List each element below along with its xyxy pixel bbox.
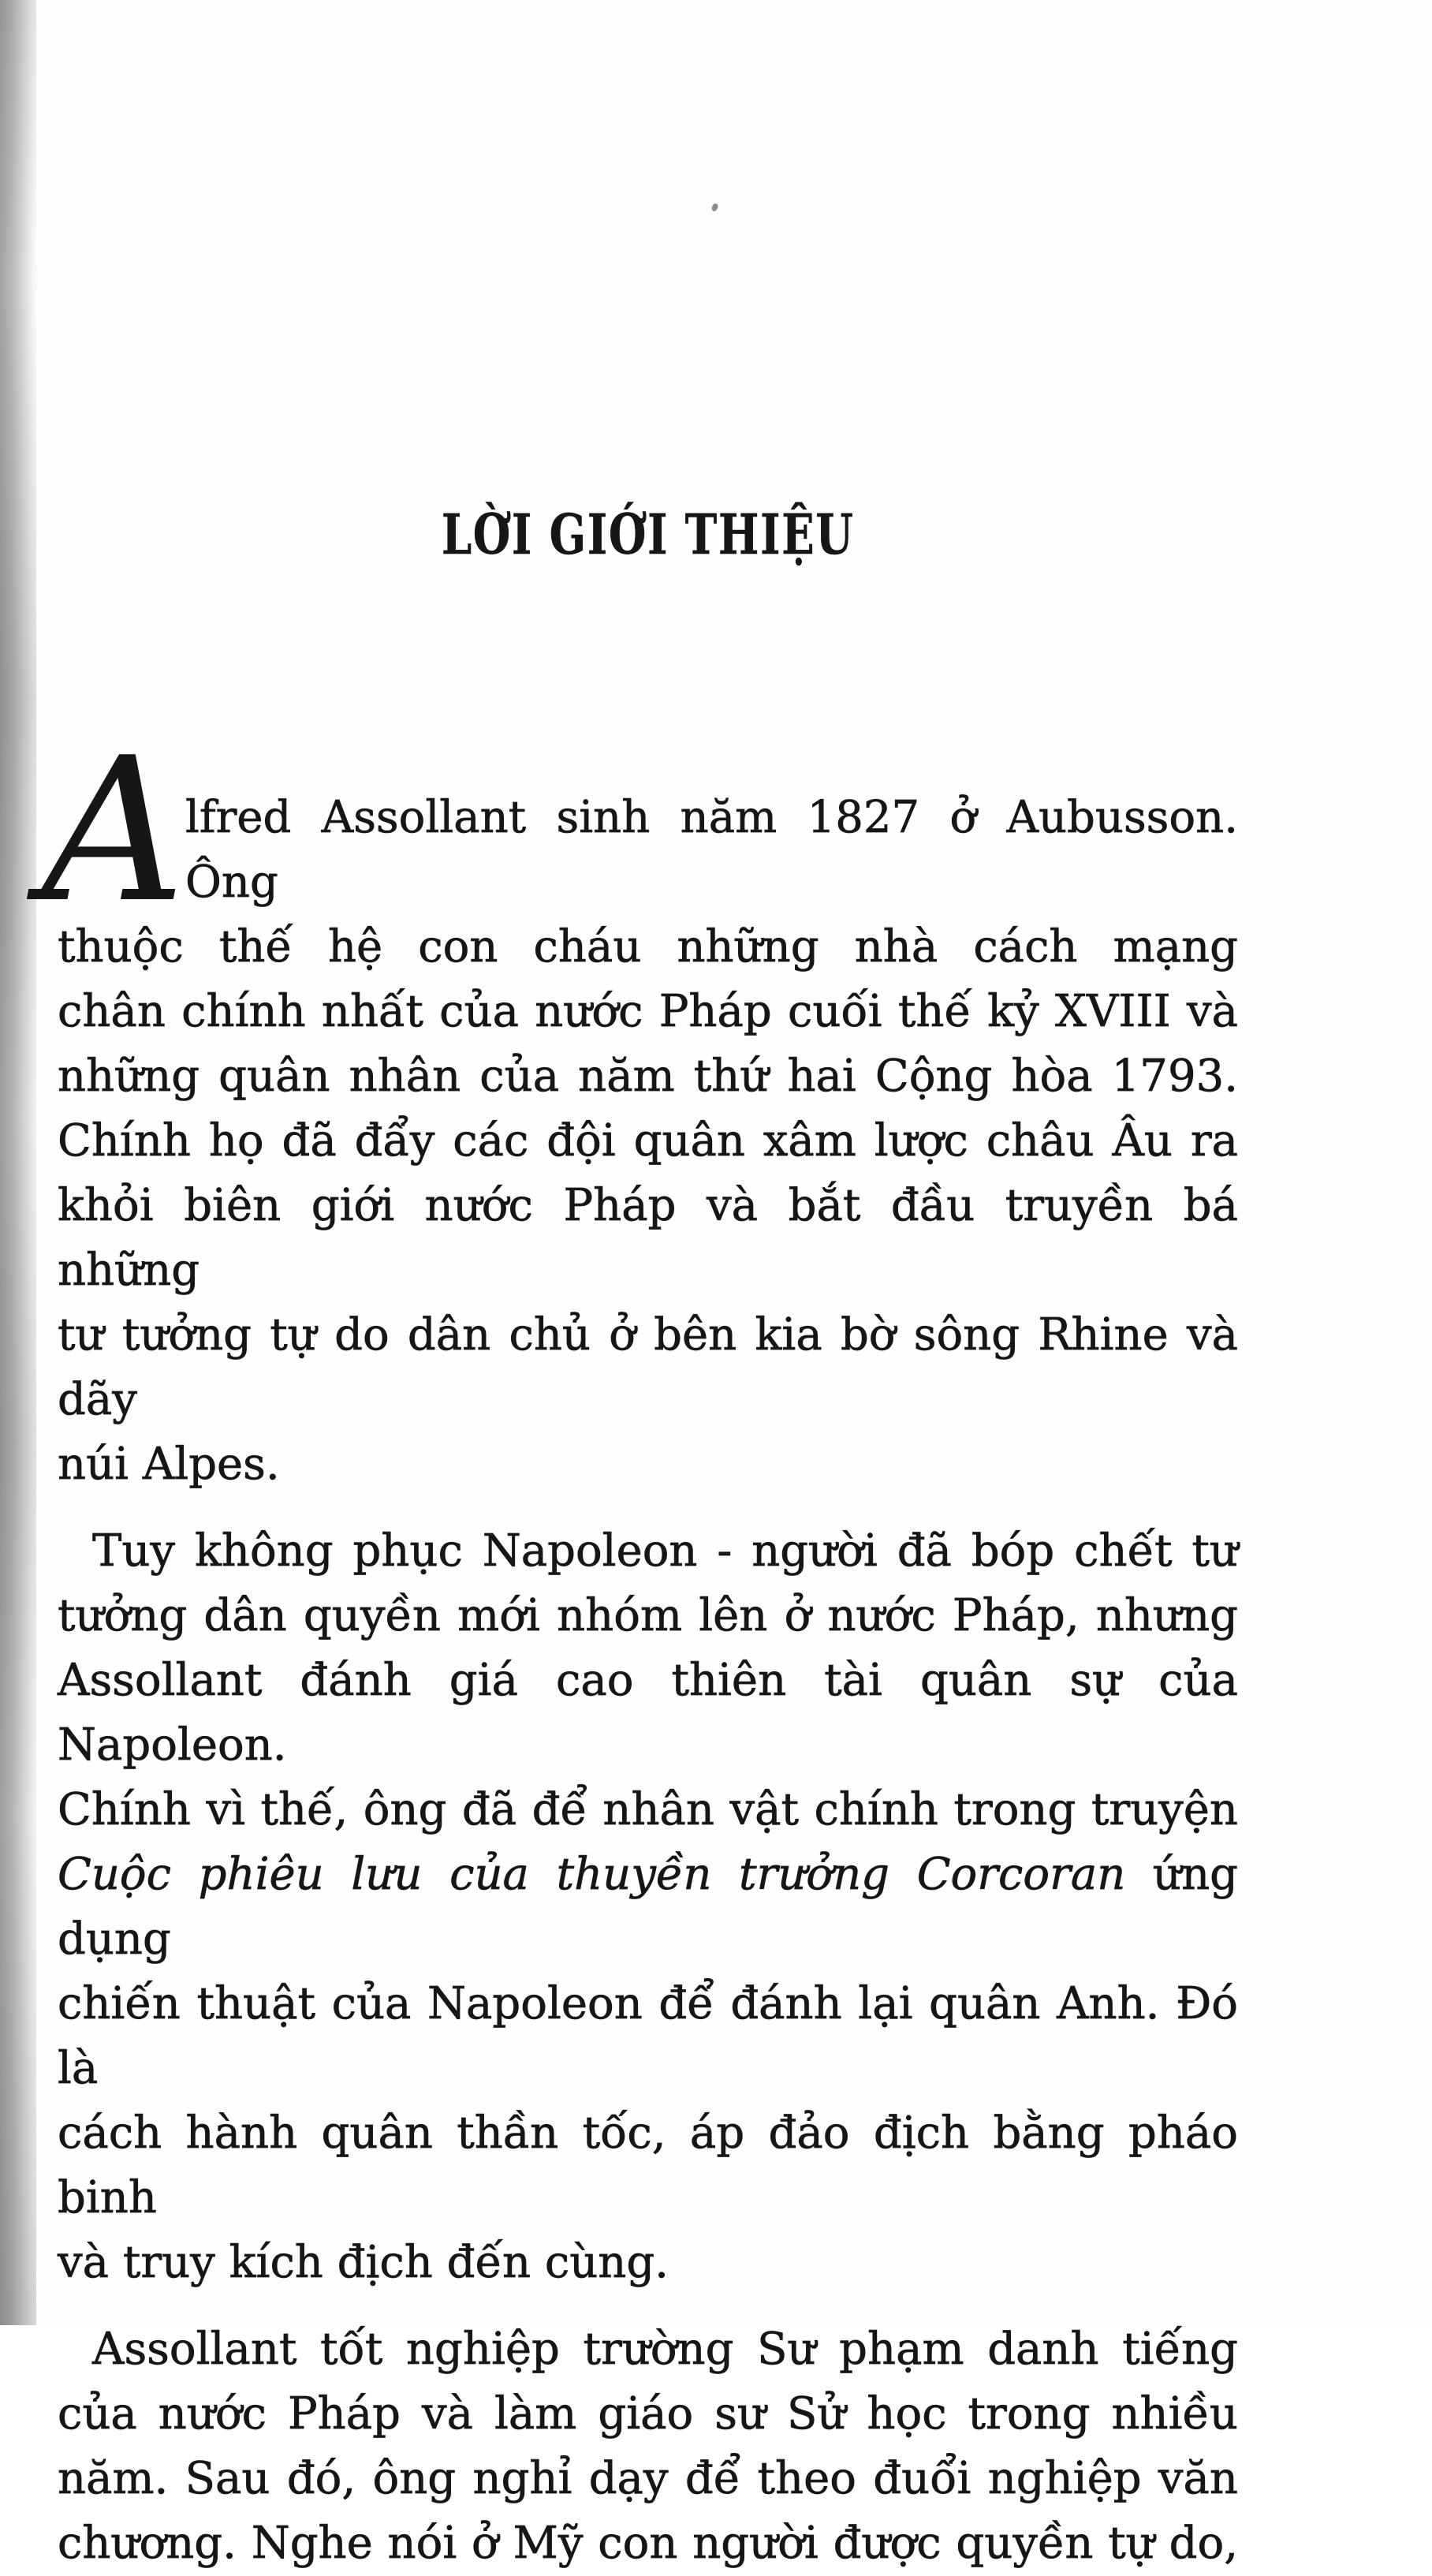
paragraph [58,1519,1238,2295]
text-line: Tuy không phục Napoleon - người đã bóp chết tư [92,1525,1238,1577]
text-line: Assollant đánh giá cao thiên tài quân sự của Napoleon. [58,1655,1238,1771]
text-line: và truy kích địch đến cùng. [58,2237,669,2288]
text-line: chân chính nhất của nước Pháp cuối thế kỷ XVIII và [58,986,1238,1037]
text-line: cách hành quân thần tốc, áp đảo địch bằng pháo binh [58,2107,1238,2223]
text-line: chương. Nghe nói ở Mỹ con người được quyền tự do, [58,2518,1238,2569]
text-line: núi Alpes. [58,1439,280,1490]
text-line: tưởng dân quyền mới nhóm lên ở nước Pháp, nhưng [58,1590,1238,1641]
text-column [42,715,1238,2576]
scan-speck-artifact [711,203,719,212]
text-line: Cuộc phiêu lưu của thuyền trưởng Corcoran ứng dụng [58,1849,1238,1965]
text-line: những quân nhân của năm thứ hai Cộng hòa 1793. [58,1051,1238,1102]
page-spine-shadow [0,0,36,2325]
text-line: chiến thuật của Napoleon để đánh lại quân Anh. Đó là [58,1978,1238,2094]
drop-cap-letter: A [42,715,185,946]
paragraph [58,2317,1238,2576]
book-title-italic: Cuộc phiêu lưu của thuyền trưởng Corcoran [58,1849,1126,1900]
text-line: khỏi biên giới nước Pháp và bắt đầu truyền bá những [58,1180,1238,1296]
text-line: của nước Pháp và làm giáo sư Sử học trong nhiều [58,2388,1238,2440]
chapter-title-text: LỜI GIỚI THIỆU [441,502,855,567]
text-line: Assollant tốt nghiệp trường Sư phạm danh tiếng [92,2324,1238,2375]
text-line: thuộc thế hệ con cháu những nhà cách mạng [58,921,1238,973]
text-line: tư tưởng tự do dân chủ ở bên kia bờ sông Rhine và dãy [58,1309,1238,1425]
text-line: lfred Assollant sinh năm 1827 ở Aubusson. Ông [185,792,1238,908]
paragraph [42,715,1238,1497]
text-line: Chính vì thế, ông đã để nhân vật chính trong truyện [58,1784,1238,1835]
text-line: Chính họ đã đẩy các đội quân xâm lược châu Âu ra [58,1115,1238,1167]
chapter-title [58,502,1238,567]
text-line: năm. Sau đó, ông nghỉ dạy để theo đuổi nghiệp văn [58,2453,1238,2504]
